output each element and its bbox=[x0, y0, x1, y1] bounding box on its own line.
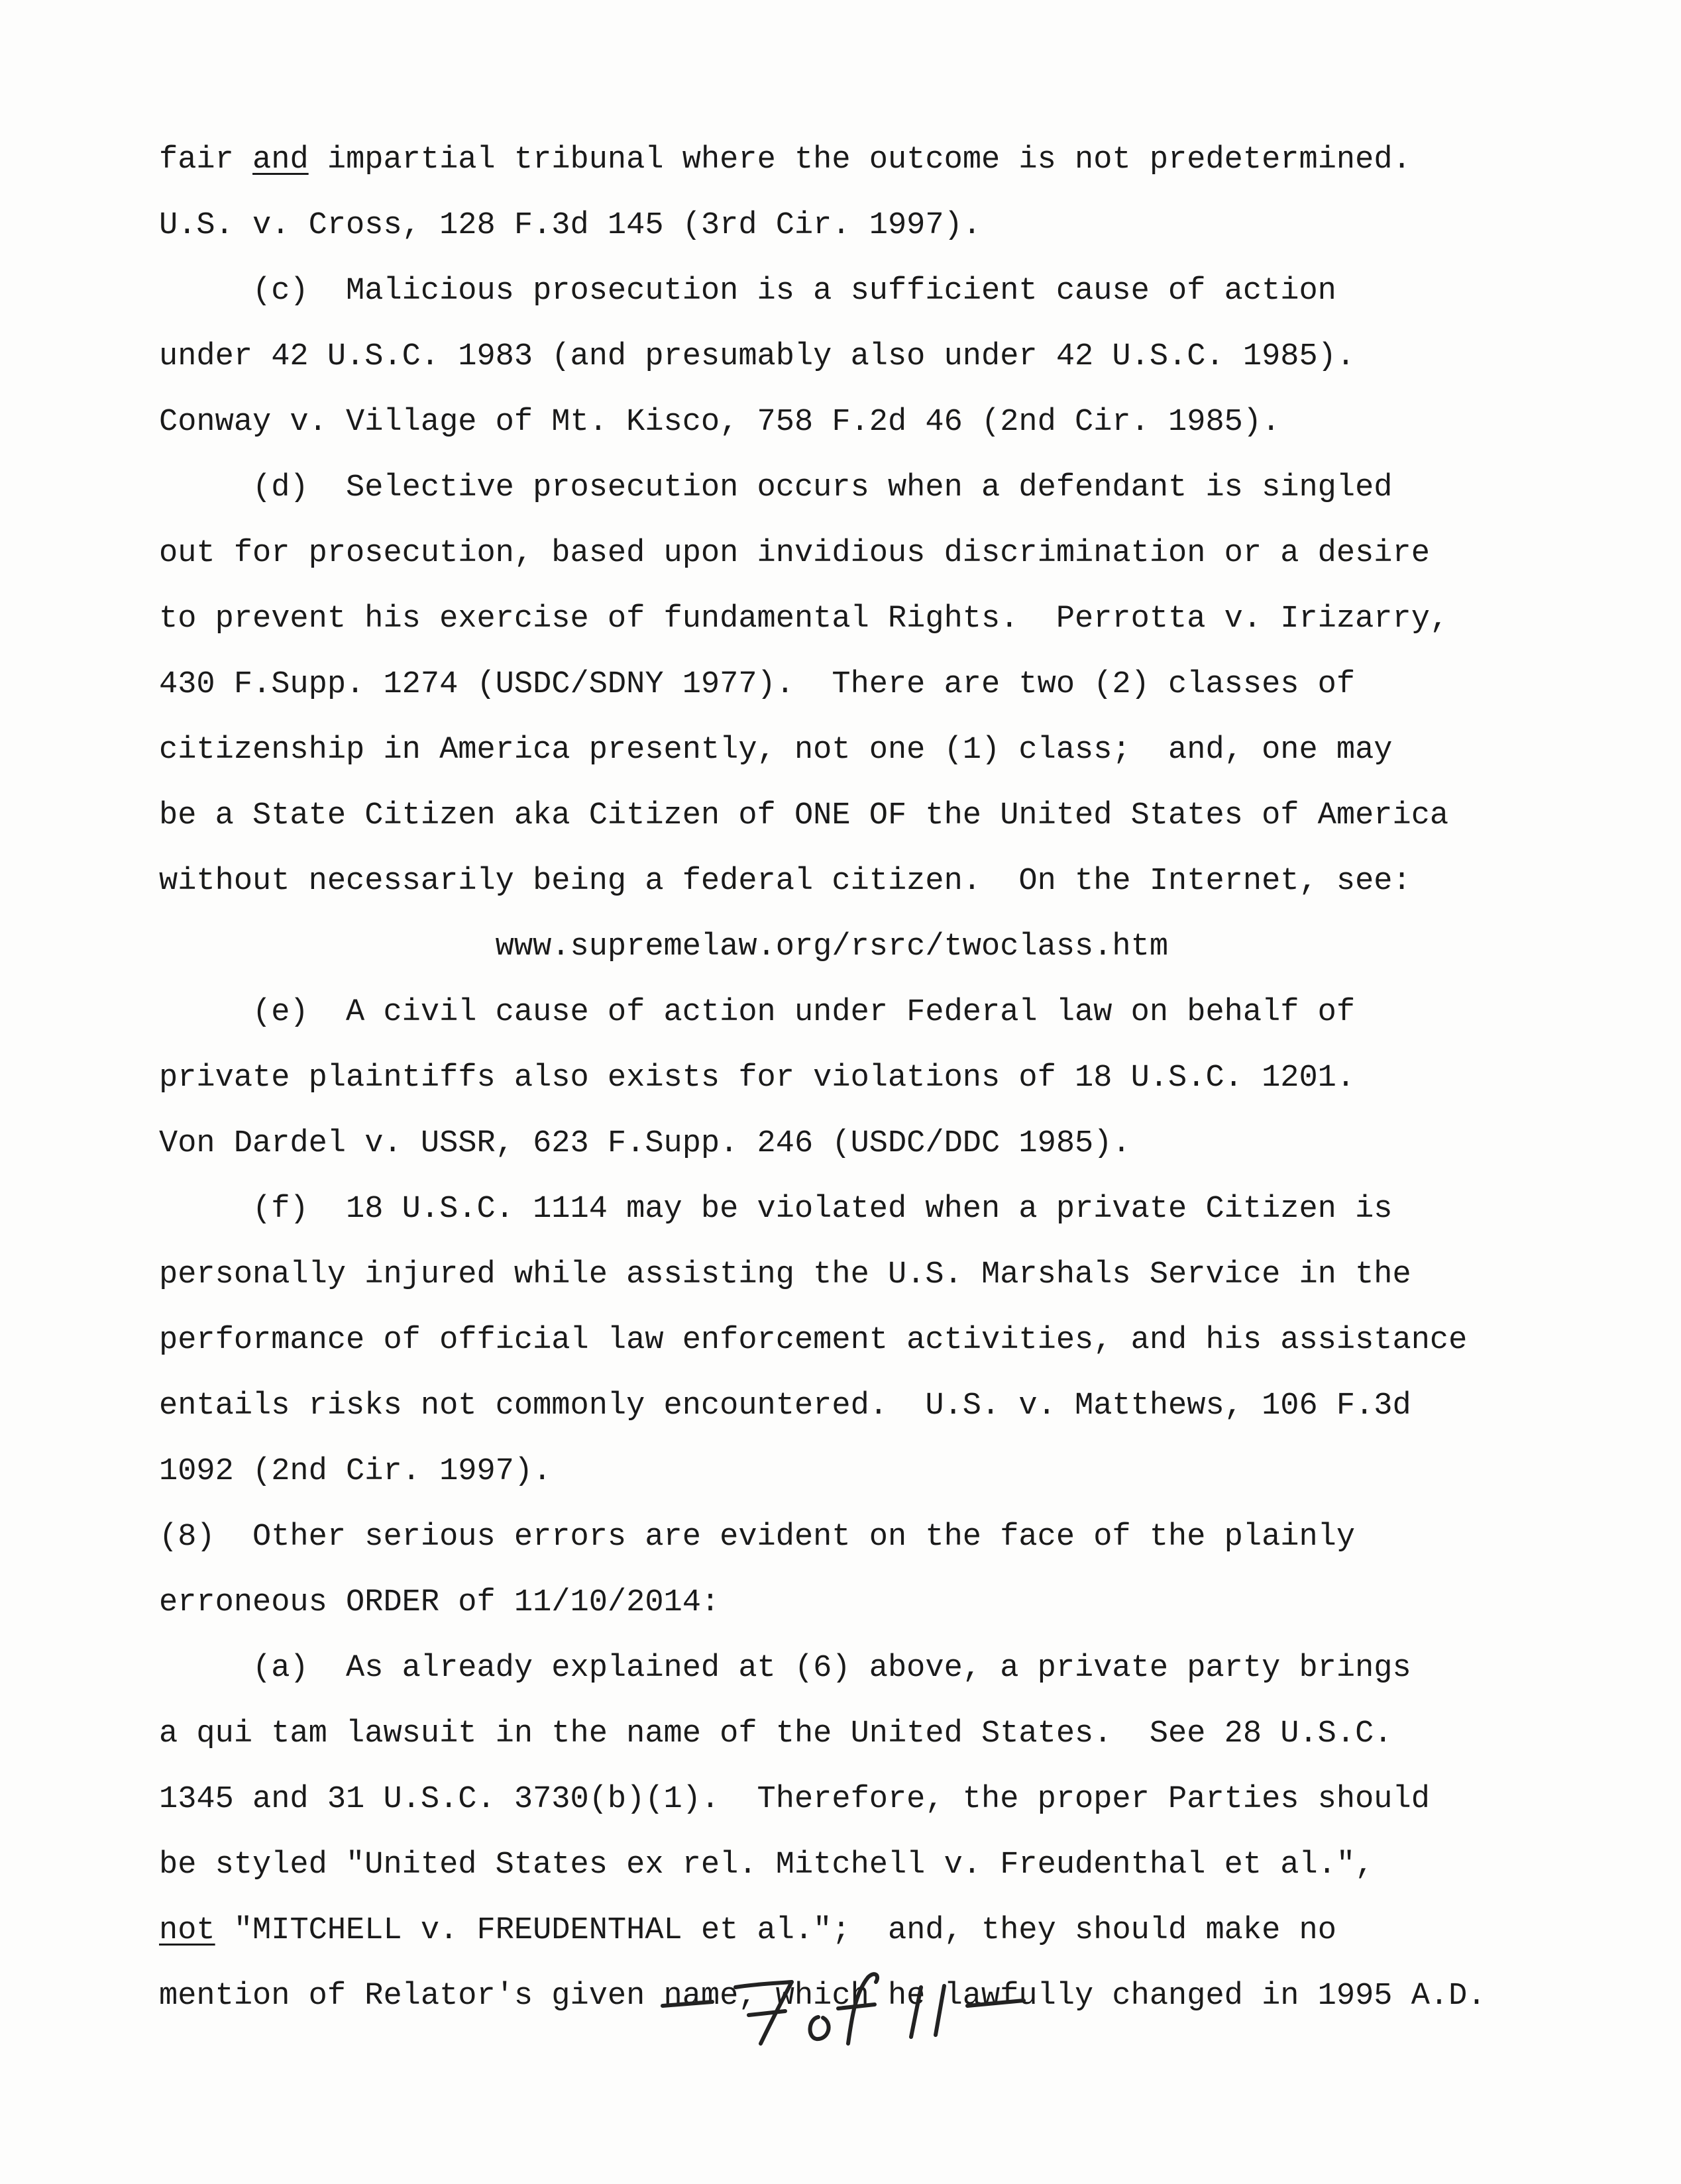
text-segment: 430 F.Supp. 1274 (USDC/SDNY 1977). There are two (2) classes of bbox=[159, 667, 1356, 702]
underlined-text: and bbox=[252, 142, 309, 178]
text-segment: citizenship in America presently, not one (1) class; and, one may bbox=[159, 733, 1393, 768]
text-segment: be a State Citizen aka Citizen of ONE OF the United States of America bbox=[159, 798, 1449, 833]
text-segment: out for prosecution, based upon invidious discrimination or a desire bbox=[159, 536, 1430, 571]
text-segment: U.S. v. Cross, 128 F.3d 145 (3rd Cir. 1997). bbox=[159, 208, 982, 243]
text-segment: (c) Malicious prosecution is a sufficient cause of action bbox=[159, 274, 1336, 309]
text-segment: under 42 U.S.C. 1983 (and presumably also under 42 U.S.C. 1985). bbox=[159, 339, 1356, 374]
text-line bbox=[159, 1325, 1467, 1356]
text-line bbox=[159, 1718, 1393, 1749]
text-segment: entails risks not commonly encountered. U.S. v. Matthews, 106 F.3d bbox=[159, 1388, 1411, 1424]
text-line bbox=[159, 1849, 1374, 1881]
underlined-text: not bbox=[159, 1913, 215, 1948]
text-segment: 1345 and 31 U.S.C. 3730(b)(1). Therefore, the proper Parties should bbox=[159, 1782, 1430, 1817]
text-segment: (e) A civil cause of action under Federal law on behalf of bbox=[159, 995, 1356, 1030]
text-line bbox=[159, 1456, 551, 1487]
text-line bbox=[159, 472, 1393, 503]
text-segment: (d) Selective prosecution occurs when a defendant is singled bbox=[159, 470, 1393, 505]
text-line bbox=[159, 1063, 1355, 1094]
text-segment: without necessarily being a federal citizen. On the Internet, see: bbox=[159, 864, 1411, 899]
text-segment: erroneous ORDER of 11/10/2014: bbox=[159, 1585, 720, 1620]
text-segment: 1092 (2nd Cir. 1997). bbox=[159, 1454, 552, 1489]
text-segment: (f) 18 U.S.C. 1114 may be violated when a private Citizen is bbox=[159, 1192, 1393, 1227]
text-segment: a qui tam lawsuit in the name of the United States. See 28 U.S.C. bbox=[159, 1716, 1393, 1751]
text-line bbox=[159, 931, 1168, 962]
text-line bbox=[159, 538, 1430, 569]
text-line bbox=[159, 1784, 1430, 1815]
text-line bbox=[159, 1587, 720, 1618]
text-line bbox=[159, 1194, 1393, 1225]
text-line bbox=[159, 144, 1411, 176]
text-segment: be styled "United States ex rel. Mitchell v. Freudenthal et al.", bbox=[159, 1847, 1374, 1883]
handwritten-page-number-icon bbox=[649, 1954, 1087, 2060]
text-segment: "MITCHELL v. FREUDENTHAL et al."; and, they should make no bbox=[215, 1913, 1336, 1948]
text-line bbox=[159, 407, 1280, 438]
text-segment: private plaintiffs also exists for violations of 18 U.S.C. 1201. bbox=[159, 1061, 1356, 1096]
text-line bbox=[159, 800, 1448, 831]
text-line bbox=[159, 276, 1336, 307]
text-segment: mention of Relator's given name, which he lawfully changed in 1995 A.D. bbox=[159, 1979, 1486, 2014]
text-line bbox=[159, 735, 1393, 766]
text-segment: (8) Other serious errors are evident on the face of the plainly bbox=[159, 1520, 1356, 1555]
text-segment: www.supremelaw.org/rsrc/twoclass.htm bbox=[159, 929, 1169, 964]
text-segment: personally injured while assisting the U.S. Marshals Service in the bbox=[159, 1257, 1411, 1292]
text-segment: Von Dardel v. USSR, 623 F.Supp. 246 (USDC/DDC 1985). bbox=[159, 1126, 1131, 1161]
text-segment: fair bbox=[159, 142, 253, 178]
page-number-handwritten bbox=[649, 1954, 1087, 2060]
text-segment: performance of official law enforcement activities, and his assistance bbox=[159, 1323, 1468, 1358]
text-line bbox=[159, 341, 1355, 372]
text-line bbox=[159, 866, 1411, 897]
text-line bbox=[159, 1915, 1336, 1946]
text-segment: to prevent his exercise of fundamental Rights. Perrotta v. Irizarry, bbox=[159, 601, 1449, 637]
text-segment: (a) As already explained at (6) above, a private party brings bbox=[159, 1651, 1411, 1686]
text-line bbox=[159, 1653, 1411, 1684]
text-line bbox=[159, 1259, 1411, 1290]
text-line bbox=[159, 603, 1448, 635]
text-line bbox=[159, 1522, 1355, 1553]
text-line bbox=[159, 997, 1355, 1028]
text-line bbox=[159, 1128, 1131, 1159]
text-segment: Conway v. Village of Mt. Kisco, 758 F.2d 46 (2nd Cir. 1985). bbox=[159, 405, 1281, 440]
text-line bbox=[159, 669, 1355, 700]
text-line bbox=[159, 210, 981, 241]
text-line bbox=[159, 1390, 1411, 1422]
text-segment: impartial tribunal where the outcome is not predetermined. bbox=[308, 142, 1411, 178]
